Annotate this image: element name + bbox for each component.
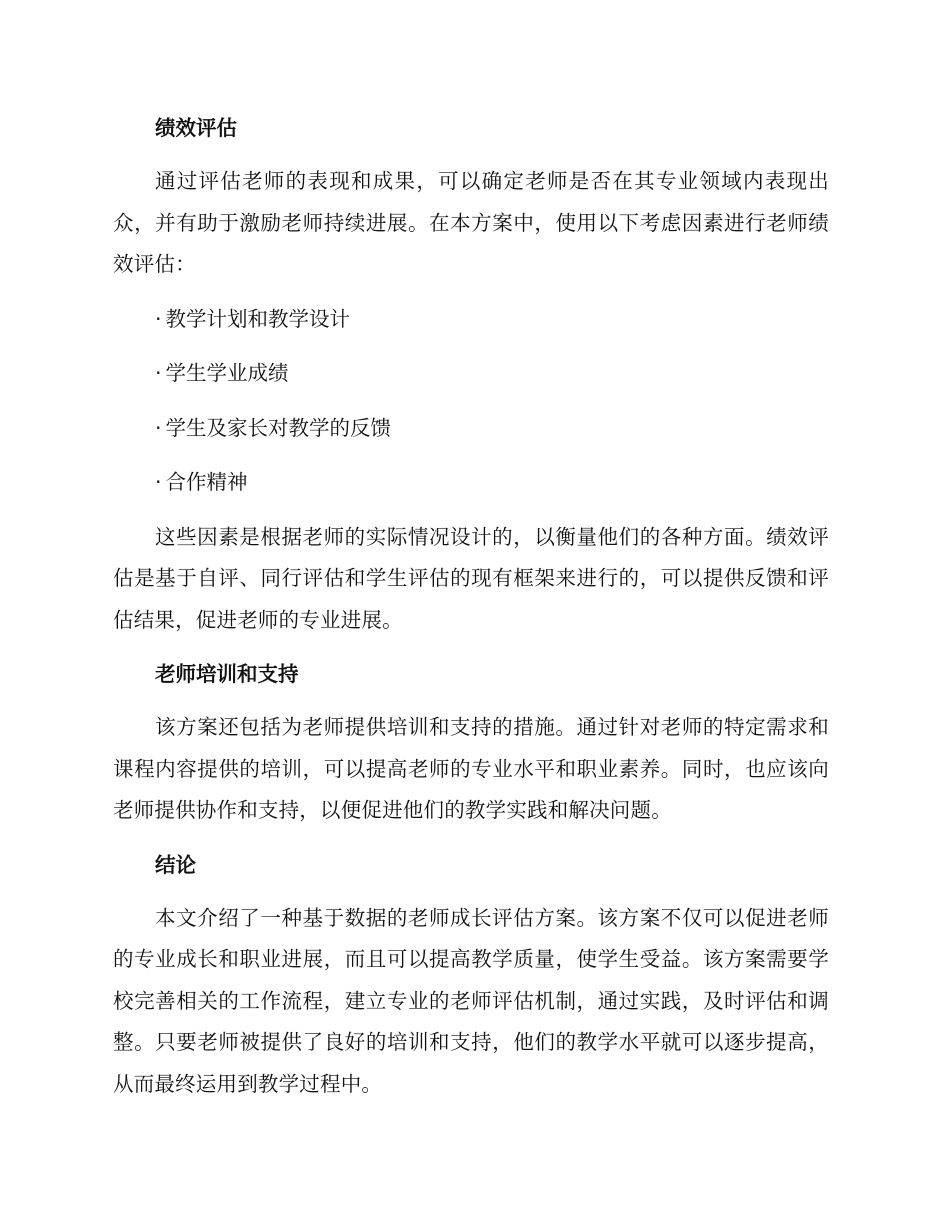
paragraph-performance-intro: 通过评估老师的表现和成果，可以确定老师是否在其专业领域内表现出众，并有助于激励老师持续进展。在本方案中，使用以下考虑因素进行老师绩效评估： [113, 169, 829, 276]
bullet-dot: · [155, 361, 162, 385]
list-item [113, 299, 829, 341]
bullet-dot: · [155, 306, 162, 331]
list-item [113, 462, 829, 504]
list-item [113, 408, 829, 450]
section-heading-performance: 绩效评估 [155, 116, 237, 140]
list-item-text: 学生学业成绩 [165, 361, 289, 385]
section-heading-training: 老师培训和支持 [155, 662, 299, 686]
list-item-text: 学生及家长对教学的反馈 [165, 415, 392, 440]
list-item-text: 教学计划和教学设计 [165, 306, 351, 331]
list-item-text: 合作精神 [165, 470, 248, 494]
document-page [113, 108, 829, 1118]
list-item [113, 353, 829, 395]
paragraph-performance-summary: 这些因素是根据老师的实际情况设计的，以衡量他们的各种方面。绩效评估是基于自评、同行评估和学生评估的现有框架来进行的，可以提供反馈和评估结果，促进老师的专业进展。 [113, 524, 829, 632]
section-heading-conclusion: 结论 [155, 852, 196, 877]
paragraph-training: 该方案还包括为老师提供培训和支持的措施。通过针对老师的特定需求和课程内容提供的培训，可以提高老师的专业水平和职业素养。同时，也应该向老师提供协作和支持，以便促进他们的教学实践和解决问题。 [113, 715, 829, 822]
bullet-dot: · [155, 415, 162, 440]
paragraph-conclusion: 本文介绍了一种基于数据的老师成长评估方案。该方案不仅可以促进老师的专业成长和职业进展，而且可以提高教学质量，使学生受益。该方案需要学校完善相关的工作流程，建立专业的老师评估机制，通过实践，及时评估和调整。只要老师被提供了良好的培训和支持，他们的教学水平就可以逐步提高，从而最终运用到教学过程中。 [113, 905, 829, 1096]
bullet-dot: · [155, 470, 162, 494]
